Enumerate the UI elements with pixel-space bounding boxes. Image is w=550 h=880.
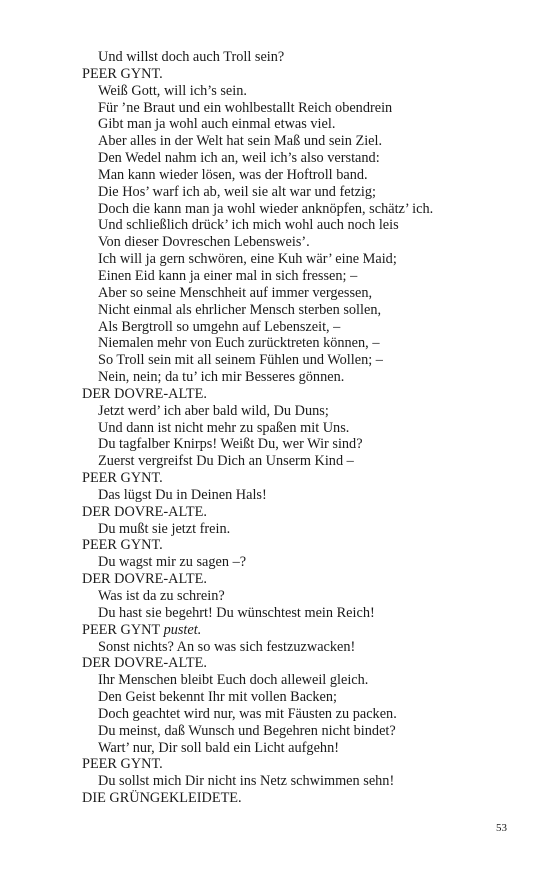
speaker-label: PEER GYNT. — [82, 65, 163, 82]
verse-line — [82, 521, 522, 538]
speaker-label: DIE GRÜNGEKLEIDETE. — [82, 790, 242, 807]
verse-text: Ihr Menschen bleibt Euch doch alleweil gleich. — [98, 672, 369, 689]
stage-direction: pustet. — [163, 621, 202, 638]
verse-text: Du wagst mir zu sagen –? — [98, 554, 247, 571]
verse-text: Das lügst Du in Deinen Hals! — [98, 486, 267, 503]
speaker-name — [82, 470, 522, 487]
verse-text: Die Hos’ warf ich ab, weil sie alt war und fetzig; — [98, 183, 377, 200]
verse-text: Einen Eid kann ja einer mal in sich fressen; – — [98, 267, 358, 284]
speaker-label: PEER GYNT. — [82, 470, 163, 487]
verse-text: Weiß Gott, will ich’s sein. — [98, 82, 247, 99]
verse-text: Du hast sie begehrt! Du wünschtest mein Reich! — [98, 604, 375, 621]
drama-text-block — [82, 49, 522, 807]
speaker-name — [82, 571, 522, 588]
verse-text: Und dann ist nicht mehr zu spaßen mit Uns. — [98, 419, 350, 436]
verse-text: Den Geist bekennt Ihr mit vollen Backen; — [98, 689, 338, 706]
verse-text: Für ’ne Braut und ein wohlbestallt Reich obendrein — [98, 99, 393, 116]
speaker-name — [82, 790, 522, 807]
verse-line — [82, 740, 522, 757]
verse-line — [82, 706, 522, 723]
verse-line — [82, 100, 522, 117]
verse-text: Und schließlich drück’ ich mich wohl auch noch leis — [98, 217, 399, 234]
verse-line — [82, 554, 522, 571]
verse-text: Von dieser Dovreschen Lebensweis’. — [98, 234, 310, 251]
verse-text: Wart’ nur, Dir soll bald ein Licht aufgehn! — [98, 739, 339, 756]
verse-text: Nein, nein; da tu’ ich mir Besseres gönnen. — [98, 369, 345, 386]
speaker-label: DER DOVRE-ALTE. — [82, 571, 207, 588]
verse-text: Und willst doch auch Troll sein? — [98, 49, 285, 65]
verse-line — [82, 251, 522, 268]
verse-line — [82, 453, 522, 470]
verse-text: Niemalen mehr von Euch zurücktreten können, – — [98, 335, 380, 352]
verse-line — [82, 487, 522, 504]
verse-line — [82, 420, 522, 437]
verse-line — [82, 217, 522, 234]
verse-text: Du mußt sie jetzt frein. — [98, 520, 231, 537]
verse-text: Doch geachtet wird nur, was mit Fäusten zu packen. — [98, 705, 397, 722]
verse-line — [82, 184, 522, 201]
verse-line — [82, 49, 522, 66]
speaker-name — [82, 504, 522, 521]
verse-line — [82, 234, 522, 251]
verse-line — [82, 150, 522, 167]
speaker-label: PEER GYNT. — [82, 537, 163, 554]
verse-text: Ich will ja gern schwören, eine Kuh wär’ eine Maid; — [98, 251, 397, 268]
verse-text: Jetzt werd’ ich aber bald wild, Du Duns; — [98, 402, 329, 419]
verse-line — [82, 335, 522, 352]
verse-line — [82, 436, 522, 453]
verse-text: Aber so seine Menschheit auf immer vergessen, — [98, 284, 373, 301]
verse-line — [82, 83, 522, 100]
verse-line — [82, 588, 522, 605]
speaker-name — [82, 622, 522, 639]
verse-text: Du sollst mich Dir nicht ins Netz schwimmen sehn! — [98, 773, 395, 790]
speaker-name — [82, 386, 522, 403]
verse-text: Nicht einmal als ehrlicher Mensch sterben sollen, — [98, 301, 382, 318]
speaker-name — [82, 655, 522, 672]
page-number: 53 — [496, 822, 507, 834]
verse-text: Den Wedel nahm ich an, weil ich’s also verstand: — [98, 150, 380, 167]
speaker-name — [82, 537, 522, 554]
verse-line — [82, 167, 522, 184]
speaker-label: PEER GYNT — [82, 621, 160, 638]
verse-line — [82, 116, 522, 133]
verse-line — [82, 369, 522, 386]
speaker-label: DER DOVRE-ALTE. — [82, 655, 207, 672]
verse-line — [82, 723, 522, 740]
verse-line — [82, 268, 522, 285]
speaker-label: DER DOVRE-ALTE. — [82, 503, 207, 520]
verse-line — [82, 689, 522, 706]
verse-line — [82, 352, 522, 369]
verse-line — [82, 302, 522, 319]
verse-line — [82, 639, 522, 656]
verse-text: Man kann wieder lösen, was der Hoftroll band. — [98, 166, 368, 183]
speaker-name — [82, 756, 522, 773]
verse-line — [82, 773, 522, 790]
verse-line — [82, 133, 522, 150]
verse-text: Du meinst, daß Wunsch und Begehren nicht bindet? — [98, 722, 396, 739]
verse-text: Zuerst vergreifst Du Dich an Unserm Kind – — [98, 453, 354, 470]
verse-text: Doch die kann man ja wohl wieder anknöpfen, schätz’ ich. — [98, 200, 434, 217]
verse-text: Was ist da zu schrein? — [98, 588, 225, 604]
verse-text: Aber alles in der Welt hat sein Maß und sein Ziel. — [98, 133, 383, 150]
verse-text: Als Bergtroll so umgehn auf Lebenszeit, – — [98, 318, 341, 335]
verse-text: Sonst nichts? An so was sich festzuzwacken! — [98, 638, 356, 655]
speaker-label: DER DOVRE-ALTE. — [82, 385, 207, 402]
verse-line — [82, 285, 522, 302]
verse-line — [82, 201, 522, 218]
speaker-label: PEER GYNT. — [82, 756, 163, 773]
verse-text: Du tagfalber Knirps! Weißt Du, wer Wir sind? — [98, 436, 363, 453]
verse-line — [82, 672, 522, 689]
verse-line — [82, 605, 522, 622]
verse-line — [82, 403, 522, 420]
verse-text: Gibt man ja wohl auch einmal etwas viel. — [98, 116, 336, 133]
verse-text: So Troll sein mit all seinem Fühlen und Wollen; – — [98, 352, 383, 369]
speaker-name — [82, 66, 522, 83]
verse-line — [82, 319, 522, 336]
